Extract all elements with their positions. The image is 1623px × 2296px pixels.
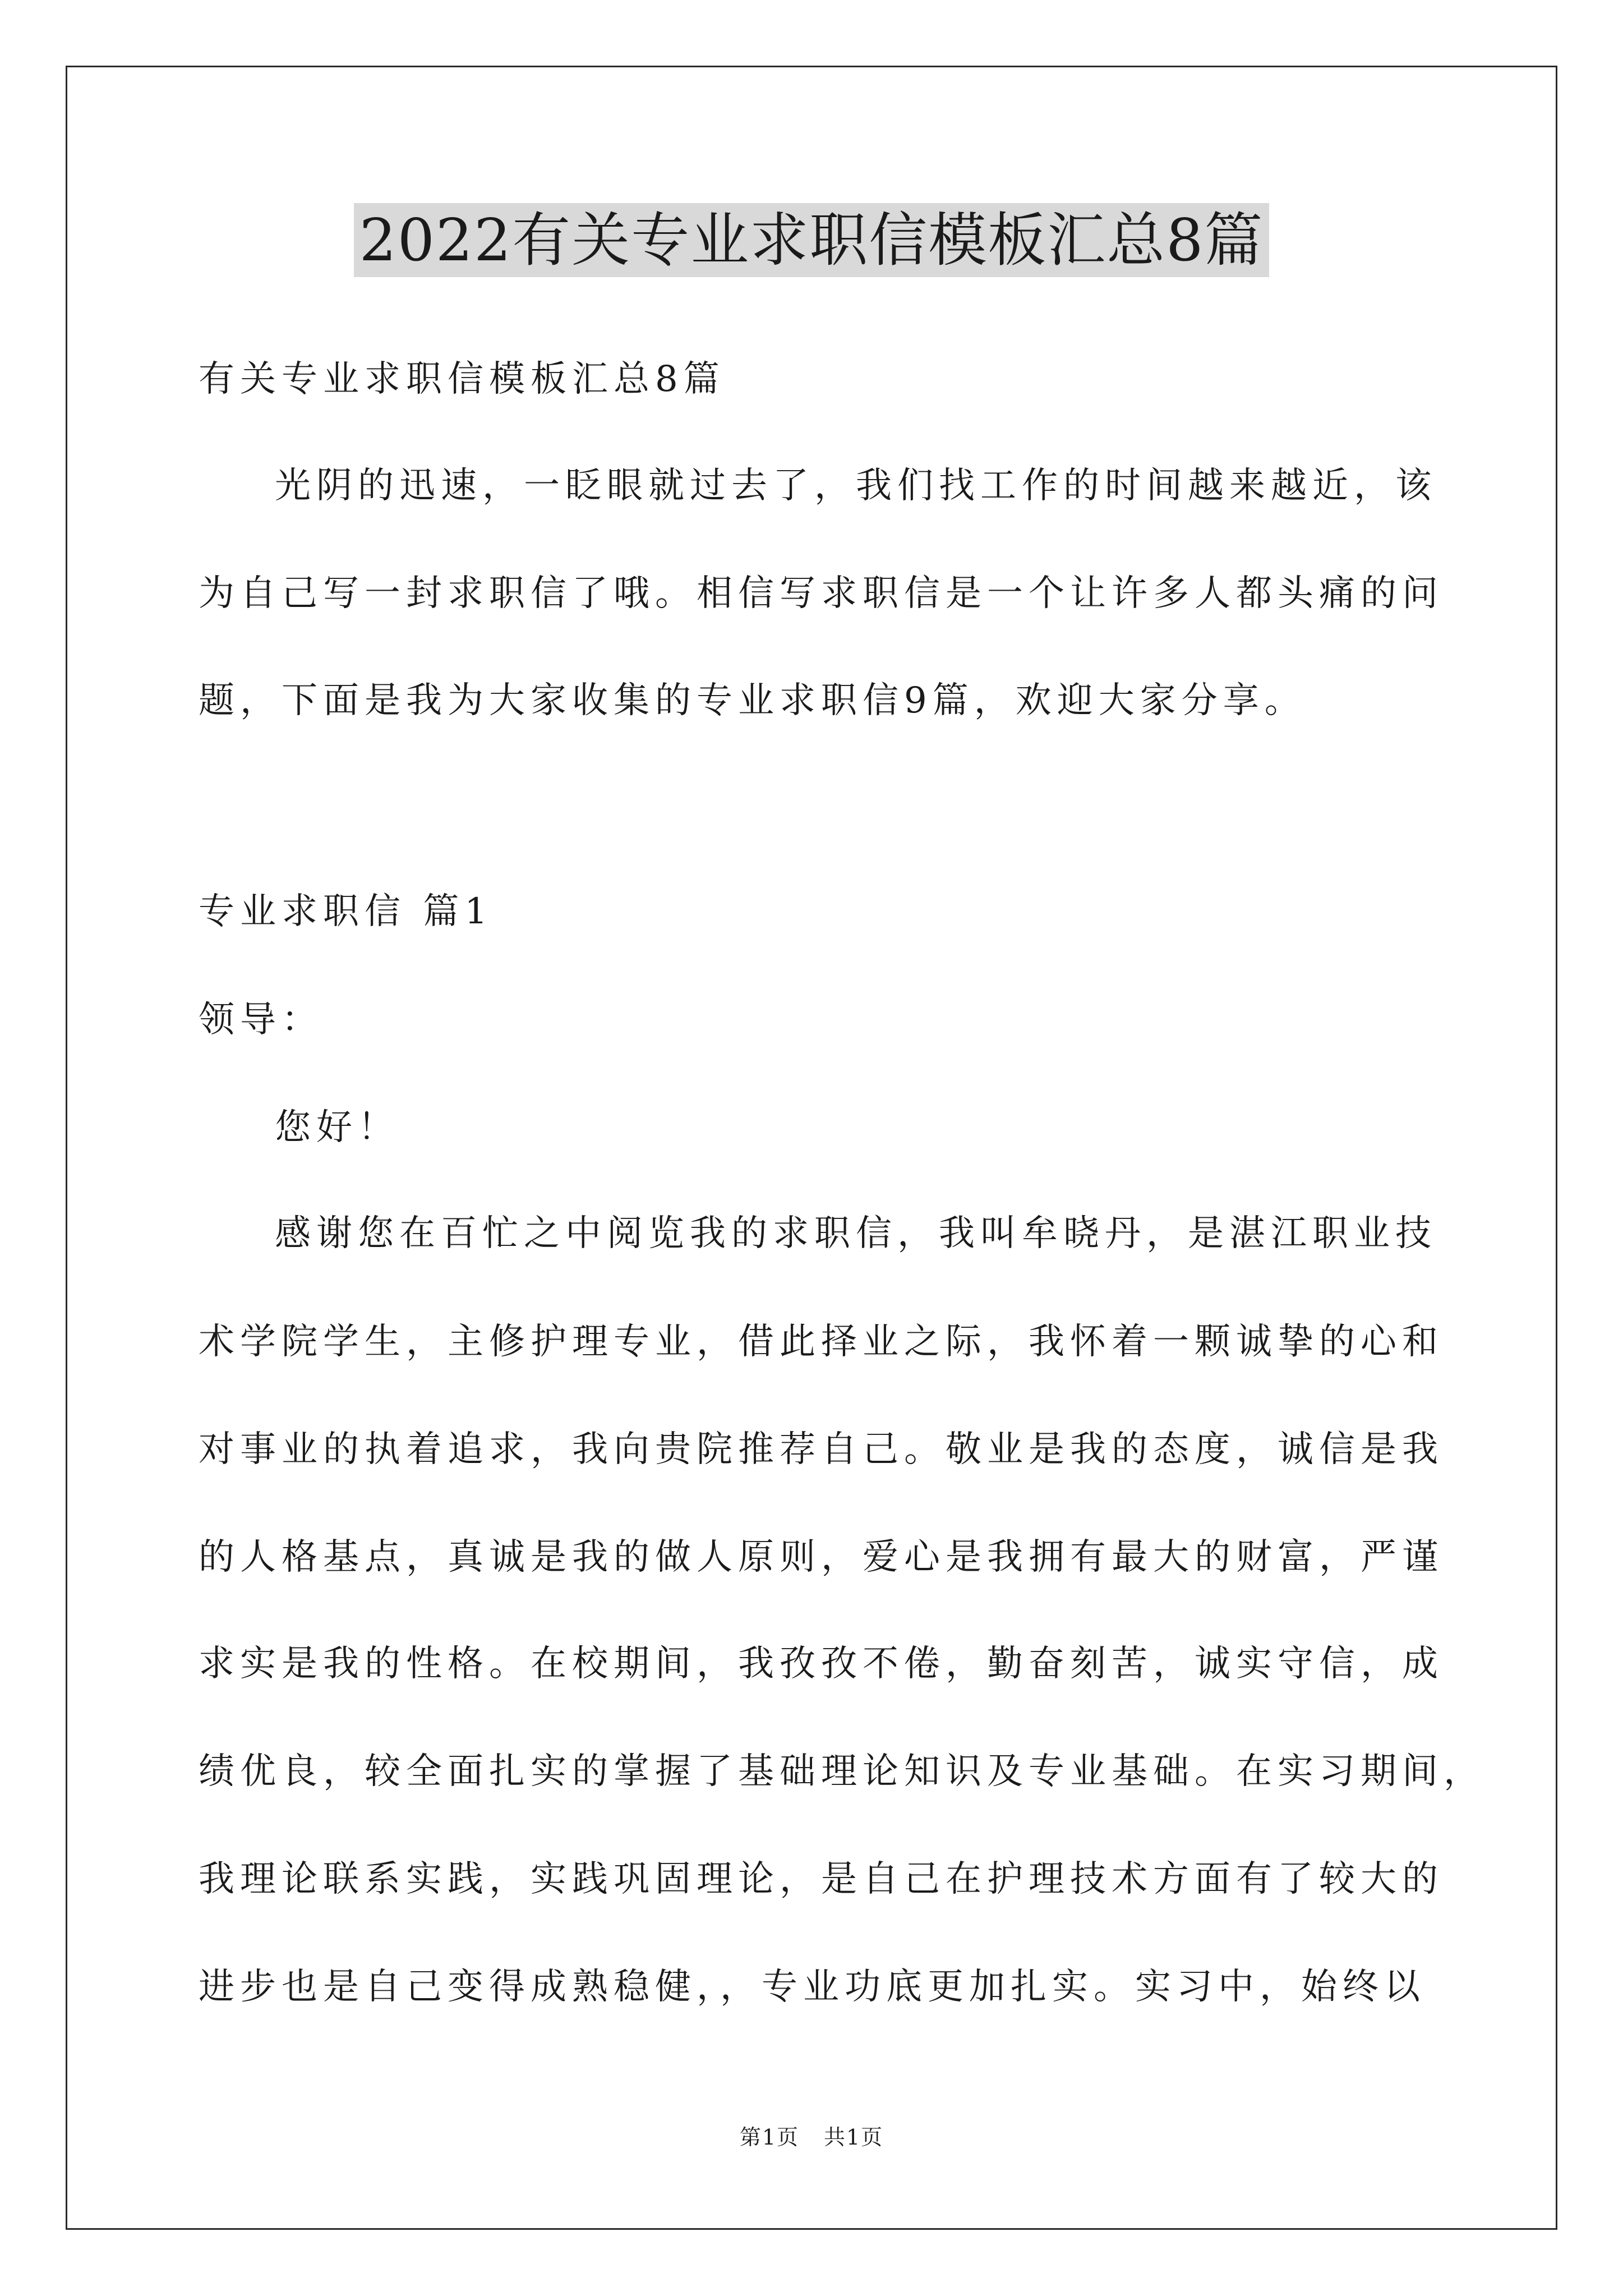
intro-line: 题，下面是我为大家收集的专业求职信9篇，欢迎大家分享。 (199, 680, 1306, 721)
body-line: 术学院学生，主修护理专业，借此择业之际，我怀着一颗诚挚的心和 (199, 1321, 1444, 1363)
intro-line: 光阴的迅速，一眨眼就过去了，我们找工作的时间越来越近，该 (275, 465, 1437, 507)
document-subtitle: 有关专业求职信模板汇总8篇 (199, 358, 725, 400)
body-line: 求实是我的性格。在校期间，我孜孜不倦，勤奋刻苦，诚实守信，成 (199, 1643, 1444, 1685)
salutation: 领导： (199, 999, 323, 1041)
body-line: 绩优良，较全面扎实的掌握了基础理论知识及专业基础。在实习期间， (199, 1751, 1485, 1792)
greeting: 您好！ (275, 1107, 399, 1148)
section-heading: 专业求职信 篇1 (199, 891, 494, 932)
page-number-total: 共1页 (824, 2125, 884, 2150)
body-line: 我理论联系实践，实践巩固理论，是自己在护理技术方面有了较大的 (199, 1858, 1444, 1900)
document-title: 2022有关专业求职信模板汇总8篇 (354, 203, 1270, 277)
page-number-current: 第1页 (739, 2125, 799, 2150)
intro-line: 为自己写一封求职信了哦。相信写求职信是一个让许多人都头痛的问 (199, 573, 1444, 614)
body-line: 感谢您在百忙之中阅览我的求职信，我叫牟晓丹，是湛江职业技 (275, 1213, 1437, 1254)
body-line: 的人格基点，真诚是我的做人原则，爱心是我拥有最大的财富，严谨 (199, 1536, 1444, 1578)
title-container (0, 203, 1623, 277)
body-line: 对事业的执着追求，我向贵院推荐自己。敬业是我的态度，诚信是我 (199, 1429, 1444, 1470)
page-footer (0, 2124, 1623, 2151)
body-line: 进步也是自己变得成熟稳健，，专业功底更加扎实。实习中，始终以 (199, 1966, 1426, 2008)
